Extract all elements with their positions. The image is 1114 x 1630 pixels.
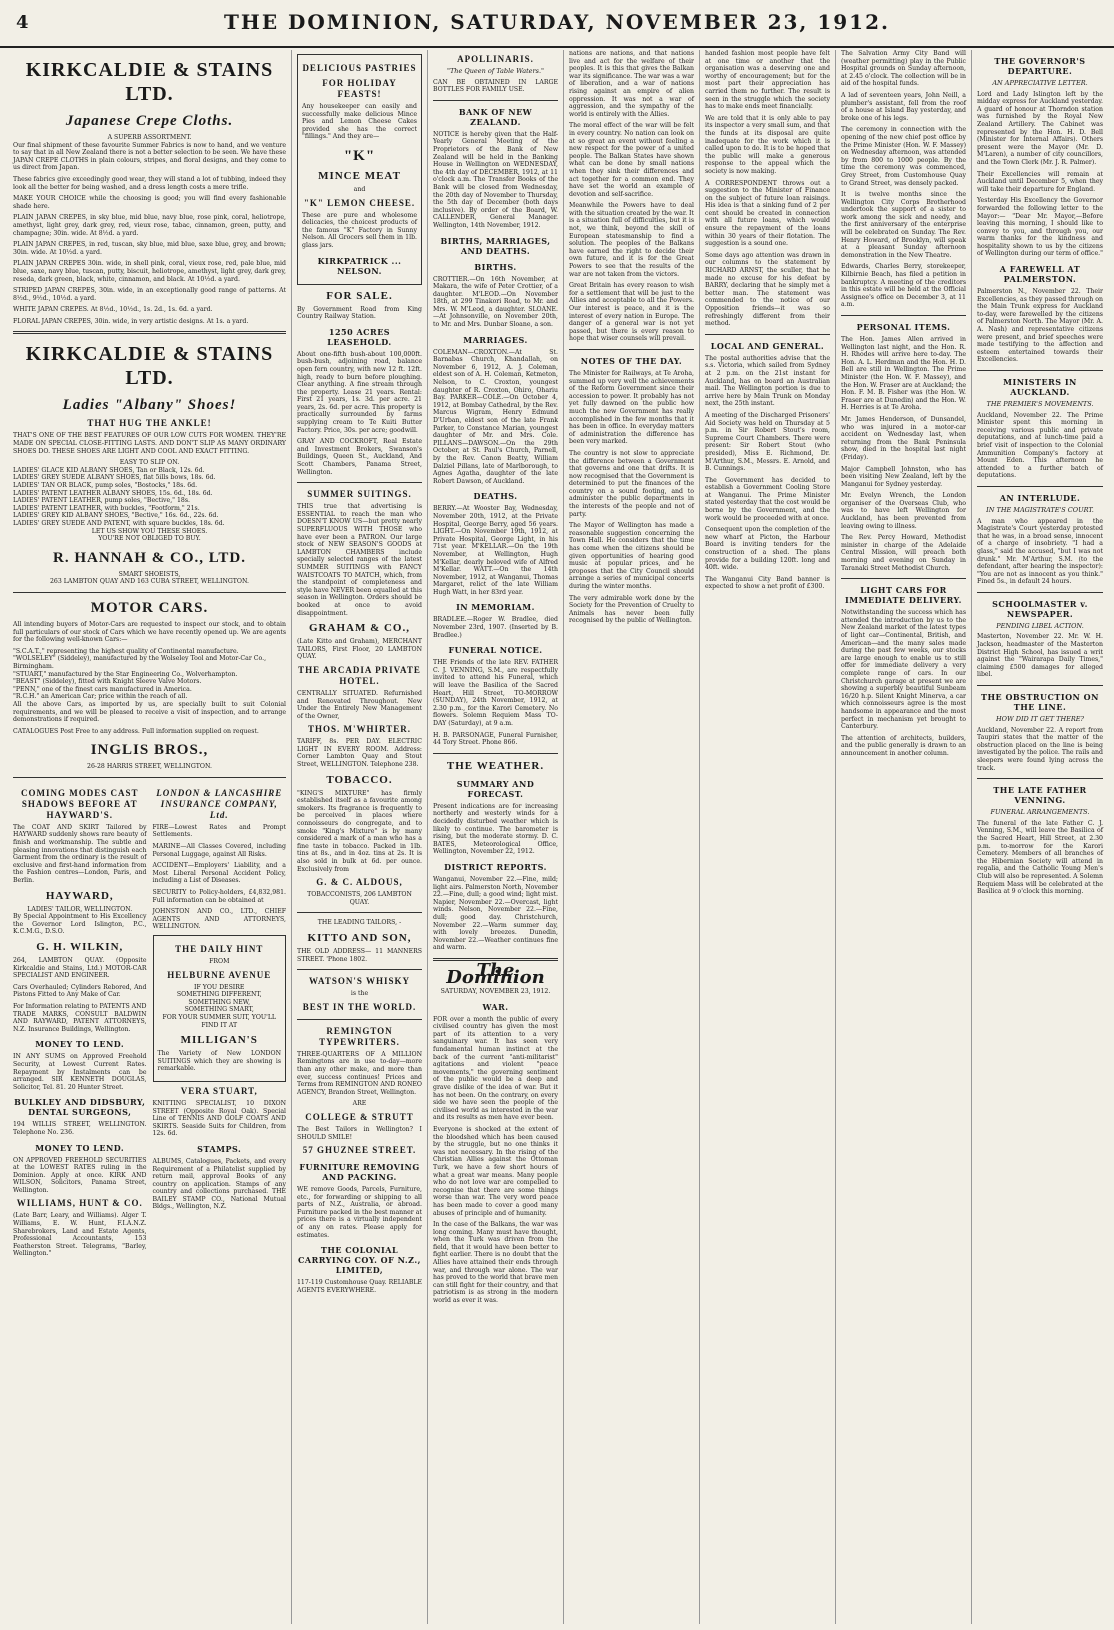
divider (297, 912, 422, 913)
money-para-2: ON APPROVED FREEHOLD SECURITIES at the LOWEST RATES ruling in the Dominion. Apply at once. KIRK AND WILSON, Solicitors, Panama Street, Wellington. (13, 1156, 147, 1194)
ministers-heading: MINISTERS IN AUCKLAND. (1003, 377, 1077, 397)
bank-heading: BANK OF NEW ZEALAND. (458, 106, 533, 127)
obstruction-para: Auckland, November 22. A report from Taupiri states that the matter of the obstruction placed on the line is being investigated by the police. The rails and sleepers were found lying across the track. (977, 726, 1103, 772)
wilkin-sub: 264, LAMBTON QUAY. (Opposite Kirkcaldie and Stains, Ltd.) MOTOR-CAR SPECIALIST AND ENGINEER. (13, 957, 147, 980)
local-para: Edwards, Charles Berry, storekeeper, Kilbirnie Beach, has filed a petition in bankruptcy. A meeting of the creditors in this estate will be held at the Official Assignee's office on December 3, at 11 a.m. (841, 263, 966, 309)
graham-heading: GRAHAM & CO., (309, 622, 410, 635)
remington-heading: REMINGTON TYPEWRITERS. (319, 1025, 400, 1047)
hannah-sub: SMART SHOEISTS, (118, 570, 181, 578)
divider (13, 331, 286, 334)
apollinaris-para: CAN BE OBTAINED IN LARGE BOTTLES FOR FAMILY USE. (433, 78, 558, 94)
motor-item: "BEAST" (Siddeley), fitted with Knight Sleeve Valve Motors. (13, 678, 202, 686)
sale-sub: By Government Road from King Country Railway Station. (297, 305, 422, 321)
shoe-item: LADIES' TAN OR BLACK, pump soles, "Bostocks," 18s. 6d. (13, 482, 198, 490)
divider (297, 482, 422, 483)
money-heading-1: MONEY TO LEND. (35, 1039, 125, 1050)
crepe-heading: Japanese Crepe Cloths. (65, 113, 234, 129)
editorial-para: nations are nations, and that nations live and act for the welfare of their peoples. It is this that gives the Balkan war its significance. The war was a war of liberation, and a war of nations rising against an empire of alien oppression. It was not a war of aggression, and the sympathy of the world is entirely with the Allies. (569, 50, 694, 118)
war-para-1: FOR over a month the public of every civilised country has given the most part of its attention to a very sanguinary war. It has seen very fundamental human instinct at the back of the current "anti-militarist" agitations and violent "peace movements," the governing sentiment of the public would be a deep and grave dislike of the idea of war. But it has not been. On the contrary, on every side we have seen the people of the civilised world as interested in the war and its results as men have ever been. (433, 1015, 558, 1122)
editorial-para: The moral effect of the war will be felt in every country. No nation can look on at so great an event without feeling a new respect for the power of a united people. The Balkan States have shown what can be done by small nations when they sink their differences and act together for a common end. They have set the world an example of devotion and self-sacrifice. (569, 122, 694, 198)
personal-para: Mr. James Henderson, of Dunsandel, who was injured in a motor-car accident on Wednesday last, when returning from the Bank Peninsula show, died in the hospital last night (Friday). (841, 415, 966, 461)
crepe-item: PLAIN JAPAN CREPES, in sky blue, mid blue, navy blue, rose pink, coral, heliotrope, amethyst, light grey, dark grey, red, vieux rose, tabac, cinnamon, green, putty, and champagne; 30in. wide. At 8½d. a yard. (13, 214, 286, 237)
venning-heading: THE LATE FATHER VENNING. (993, 785, 1087, 806)
hint-line: SOMETHING NEW, (188, 998, 251, 1006)
bmd-heading: BIRTHS, MARRIAGES, AND DEATHS. (440, 235, 551, 256)
vera-heading: VERA STUART, (180, 1085, 258, 1096)
aldous-heading: G. & C. ALDOUS, (316, 877, 403, 888)
motor-item: "STUART," manufactured by the Star Engineering Co., Wolverhampton. (13, 670, 238, 678)
bulkley-para: 194 WILLIS STREET, WELLINGTON. Telephone No. 236. (13, 1121, 147, 1136)
crepe-item: FLORAL JAPAN CREPES, 30in. wide, in very artistic designs. At 1s. a yard. (13, 317, 249, 325)
shoe-item: LADIES' PATENT LEATHER ALBANY SHOES, 15s. 6d., 18s. 6d. (13, 489, 213, 497)
leading-tailors: THE LEADING TAILORS, - (317, 919, 402, 927)
london-heading: LONDON & LANCASHIRE INSURANCE COMPANY, Ltd. (156, 787, 283, 820)
money-para-1: IN ANY SUMS on Approved Freehold Security, at Lowest Current Rates. Repayment by Instalments can be arranged. SIR KENNETH DOUGLAS, Solicitor, Tel. 81. 20 Hunter Street. (13, 1053, 147, 1091)
funeral-para: THE Friends of the late REV. FATHER C. J. VENNING, S.M., are respectfully invited to attend his Funeral, which will leave the Basilica of the Sacred Heart, Hill Street, TO-MORROW (SUNDAY), 24th November, 1912, at 2.30 p.m., for the Karori Cemetery. No flowers. Solemn Requiem Mass TO-DAY (Saturday), at 9 a.m. (433, 659, 558, 727)
war-heading: WAR. (482, 1001, 509, 1012)
local-para: The Wanganui City Band banner is expected to show a net profit of £300. (705, 575, 830, 591)
ghuznee-street: 57 GHUZNEE STREET. (302, 1145, 417, 1156)
obstruction-sub: HOW DID IT GET THERE? (996, 715, 1084, 724)
column-advertisements-1 (8, 50, 292, 1624)
mwhirter-para: TARIFF, 8s. PER DAY. ELECTRIC LIGHT IN EVERY ROOM. Address: Corner Lambton Quay and Stout Street, WELLINGTON. Telephone 238. (297, 738, 422, 769)
hannah-heading: R. HANNAH & CO., LTD. (53, 549, 246, 566)
interlude-sub: IN THE MAGISTRATE'S COURT. (986, 505, 1094, 514)
divider (977, 592, 1103, 593)
district-para: Wanganui, November 22.—Fine, mild; light airs. Palmerston North, November 22.—Fine, dull; a good wind; light mist. Napier, November 22.—Overcast, light winds. Nelson, November 22.—Fine, dull; good day. Christchurch, November 22.—Warm summer day, with lovely breezes. Dunedin, November 22.—Weather continues fine and warm. (433, 875, 558, 952)
hayward-para: The COAT AND SKIRT Tailored by HAYWARD suddenly shows rare beauty of finish and workmanship. The subtle and pleasing innovations that distinguish each Garment from the ordinary is the result of exclusive and first-hand information from the Fashion centres—London, Paris, and Berlin. (13, 823, 147, 885)
deaths-heading: DEATHS. (473, 491, 518, 502)
williams-para: (Late Barr, Leary, and Williams). Alger T. Williams, E. W. Hunt, F.I.A.N.Z. Sharebrokers, Land and Estate Agents, Professional Accountants, 153 Featherston Street. Telegrams, "Barley, Wellington." (13, 1212, 147, 1258)
motor-item: "S.C.A.T.," representing the highest quality of Continental manufacture. (13, 647, 239, 655)
hayward-name: HAYWARD, (45, 889, 114, 902)
delicious-heading: DELICIOUS PASTRIES (302, 63, 417, 73)
local-para: The ceremony in connection with the opening of the new chief post office by the Prime Minister (Hon. W. F. Massey) on Wednesday afternoon, was attended by from 800 to 1000 people. By the time the ceremony was commenced, Grey Street, from Customhouse Quay to Grand Street, was densely packed. (841, 126, 966, 187)
shoes-easy: EASY TO SLIP ON. (119, 459, 180, 467)
aldous-para: TOBACCONISTS, 206 LAMBTON QUAY. (307, 891, 412, 906)
mince-meat: MINCE MEAT (318, 169, 401, 182)
london-item: SECURITY to Policy-holders, £4,832,981. Full information can be obtained at (152, 889, 286, 904)
marriages-heading: MARRIAGES. (463, 334, 528, 345)
local-para: Consequent upon the completion of the new wharf at Picton, the Harbour Board is inviting tenders for the construction of a shed. The plans provide for a building 120ft. long and 40ft. wide. (705, 526, 830, 572)
sale-para: About one-fifth bush-about 100,000ft. bush-bush, adjoining road, balance open fern country, with new 12 ft. 12ft. high, ready to burn before ploughing. Clear anything. A fine stream through the property. Lease 21 years. Rental: First 21 years, 1s. 3d. per acre. 21 years, 2s. 6d. per acre. This property is practically surrounded by farms supplying cream to Te Kuiti Butter Factory. Price, 30s. per acre; goodwill. (297, 350, 422, 434)
local-para: A meeting of the Discharged Prisoners' Aid Society was held on Thursday at 5 p.m. in Sir Robert Stout's room, Supreme Court Chambers. There were present: Sir Robert Stout (who presided), Miss E. Richmond, Dr. M'Arthur, S.M., Messrs. E. Arnold, and B. Cunnings. (705, 411, 830, 473)
london-item: MARINE—All Classes Covered, including Personal Luggage, against All Risks. (152, 843, 286, 858)
interlude-heading: AN INTERLUDE. (999, 492, 1081, 503)
divider (977, 685, 1103, 686)
wilkin-heading: G. H. WILKIN, (36, 941, 124, 953)
memoriam-para: BRADLEE.—Roger W. Bradlee, died November 23rd, 1907. (Inserted by B. Bradlee.) (433, 616, 558, 639)
london-agents: JOHNSTON AND CO., LTD., CHIEF AGENTS AND ATTORNEYS, WELLINGTON. (152, 908, 286, 931)
apollinaris-heading: APOLLINARIS. (457, 54, 534, 64)
shoes-heading: Ladies "Albany" Shoes! (62, 397, 237, 414)
motor-item: "WOLSELEY" (Siddeley), manufactured by the Wolseley Tool and Motor-Car Co., Birmingham. (13, 655, 267, 670)
masthead (0, 0, 1114, 48)
shoe-item: LADIES' GLACE KID ALBANY SHOES, Tan or Black, 12s. 6d. (13, 466, 205, 474)
crepe-item: STRIPED JAPAN CREPES, 30in. wide, in an exceptionally good range of patterns. At 8½d., 9½d., 10½d. a yard. (13, 287, 286, 302)
editorial-para: Great Britain has every reason to wish for a settlement that will be just to the Allies and acceptable to all the Powers. Our interest is peace, and it is the interest of every nation in Europe. The danger of a general war is not yet passed, but there is every reason to hope that wiser counsels will prevail. (569, 282, 694, 343)
shoes-para: THAT'S ONE OF THE BEST FEATURES OF OUR LOW CUTS FOR WOMEN. THEY'RE MADE ON SPECIAL CLOSE-FITTING LASTS. AND DON'T SLIP AS MANY ORDINARY SHOES DO. THESE SHOES ARE LIGHT AND COOL AND EXACT FITTING. (13, 432, 286, 455)
ministers-sub: THE PREMIER'S MOVEMENTS. (986, 400, 1094, 408)
local-para: The Salvation Army City Band will (weather permitting) play in the Public Hospital grounds on Sunday afternoon, at 2.45 o'clock. The collection will be in aid of the hospital funds. (841, 50, 966, 88)
k-para: These are pure and wholesome delicacies, the choicest products of the famous "K" Factory in Sunny Nelson. All Grocers sell them in 1lb. glass jars. (302, 211, 417, 249)
sale-heading: FOR SALE. (326, 289, 393, 302)
summer-heading: SUMMER SUITINGS. (307, 489, 412, 500)
college-para: The Best Tailors in Wellington? I SHOULD SMILE! (297, 1125, 422, 1141)
stamps-heading: STAMPS. (197, 1143, 242, 1154)
milligans-para: The Variety of New LONDON SUITINGS which they are showing is remarkable. (157, 1050, 281, 1073)
lightcars-heading: LIGHT CARS FOR IMMEDIATE DELIVERY. (845, 585, 962, 606)
personal-para: Mr. Evelyn Wrench, the London organiser of the Overseas Club, who was to have left Wellington for Auckland, has been prevented from leaving owing to illness. (841, 492, 966, 530)
shoe-item: LADIES' GREY SUEDE AND PATENT, with square buckles, 18s. 6d. (13, 520, 225, 527)
motor-para-3: CATALOGUES Post Free to any address. Full information supplied on request. (13, 727, 259, 735)
column-news (972, 50, 1108, 1624)
births-para: CROTTIER.—On 16th November, at Makara, the wife of Peter Crottier, of a daughter. M'LEOD.—On November 18th, at 299 Tinakori Road, to Mr. and Mrs. W. M'Leod, a daughter. SLOANE.—At Johnsonville, on November 20th, to Mr. and Mrs. Dunbar Sloane, a son. (433, 275, 558, 329)
inglis-address: 26-28 HARRIS STREET, WELLINGTON. (87, 763, 212, 771)
venning-sub: FUNERAL ARRANGEMENTS. (990, 808, 1090, 817)
kirkpatrick: KIRKPATRICK ... NELSON. (317, 255, 402, 276)
watson-best: BEST IN THE WORLD. (302, 1001, 417, 1012)
shoes-footer-1: LET US SHOW YOU THESE SHOES. (91, 527, 208, 535)
motor-item: "R.C.H." an American Car; price within the reach of all. (13, 693, 188, 701)
tobacco-para: "KING'S MIXTURE" has firmly established itself as a favourite among smokers. Its fragrance is frequently to be perceived in places where connoisseurs do congregate, and to smoke "King's Mixture" is by many considered a mark of a man who has a fine taste in tobacco. Packed in 1lb. tins at 8s., and in 4oz. tins at 2s. It is also sold in bulk at 6d. per ounce. Exclusively from (297, 789, 422, 873)
inglis-heading: INGLIS BROS., (90, 742, 209, 759)
schoolmaster-para: Masterton, November 22. Mr. W. H. Jackson, headmaster of the Masterton District High School, has issued a writ against the "Wairarapa Daily Times," claiming £500 damages for alleged libel. (977, 633, 1103, 679)
divider (841, 578, 966, 579)
page-number: 4 (16, 12, 29, 33)
hint-line: FOR YOUR SUMMER SUIT, YOU'LL FIND IT AT (162, 1013, 277, 1029)
local-para: The Government has decided to establish a Government Cooling Store at Wanganui. The Prime Minister stated yesterday that the cost would be borne by the Government, and the work would be proceeded with at once. (705, 476, 830, 522)
column-advertisements-2 (292, 50, 428, 1624)
divider (433, 100, 558, 101)
shoe-item: LADIES' PATENT LEATHER, with buckles, "Footform," 21s. (13, 504, 200, 512)
furniture-heading: FURNITURE REMOVING AND PACKING. (299, 1162, 420, 1183)
hannah-address: 263 LAMBTON QUAY AND 163 CUBA STREET, WELLINGTON. (50, 578, 249, 586)
divider (977, 370, 1103, 371)
money-heading-2: MONEY TO LEND. (35, 1142, 125, 1153)
divider (841, 315, 966, 316)
local-para: It is twelve months since the Wellington City Corps Brotherhood undertook the support of a sister to work among the sick and needy, and the first anniversary of the enterprise will be celebrated on Sunday. The Rev. Henry Howard, of Brooklyn, will speak at a pleasant Sunday afternoon demonstration in the New Theatre. (841, 191, 966, 259)
farewell-heading: A FAREWELL AT PALMERSTON. (999, 264, 1081, 285)
furniture-para: WE remove Goods, Parcels, Furniture, etc., for forwarding or shipping to all parts of N.Z., Australia, or abroad. Furniture packed in the best manner at prices there is a virtually independent of any on rates. Please apply for estimates. (297, 1186, 422, 1239)
remington-para: THREE-QUARTERS OF A MILLION Remingtons are in use to-day—more than any other make, and more than ever, success continues! Prices and Terms from REMINGTON AND RONEO AGENCY, Brandon Street, Wellington. (297, 1050, 422, 1096)
divider (569, 349, 694, 350)
crepe-sub: A SUPERB ASSORTMENT. (107, 134, 192, 141)
bank-para: NOTICE is hereby given that the Half-Yearly General Meeting of the Proprietors of the Bank of New Zealand will be held in the Banking House in Wellington on WEDNESDAY, the 4th day of DECEMBER, 1912, at 11 o'clock a.m. The Transfer Books of the Bank will be closed from Wednesday, the 20th day of November to Thursday, the 5th day of December (both days inclusive). By order of the Board, W. CALLENDER, General Manager. Wellington, 14th November, 1912. (433, 130, 558, 229)
milligans-heading: MILLIGAN'S (180, 1034, 258, 1047)
hayward-appointment: By Special Appointment to His Excellency the Governor Lord Islington, P.C., K.C.M.G., D.S.O. (13, 913, 147, 936)
graham-para: (Late Kitto and Graham), MERCHANT TAILORS, First Floor, 20 LAMBTON QUAY. (297, 638, 422, 661)
kitto-heading: KITTO AND SON, (307, 931, 412, 944)
motor-para-2: All the above Cars, as imported by us, are specially built to suit Colonial requirements, and we will be pleased to receive a visit of inspection, and to arrange demonstrations if required. (13, 700, 286, 724)
sale-acres: 1250 ACRES LEASEHOLD. (327, 326, 392, 347)
k-mark: "K" (343, 147, 376, 164)
dominion-nameplate: The Dominion (446, 959, 545, 989)
wilkin-para: Cars Overhauled; Cylinders Rebored, And Pistons Fitted to Any Make of Car. (13, 983, 147, 999)
crepe-item: WHITE JAPAN CREPES. At 8½d., 10½d., 1s. 2d., 1s. 6d. a yard. (13, 306, 213, 314)
daily-hint-box (153, 935, 287, 1082)
memoriam-heading: IN MEMORIAM. (456, 602, 535, 613)
carrying-para: 117-119 Customhouse Quay. RELIABLE AGENTS EVERYWHERE. (297, 1279, 422, 1294)
personal-para: The Hon. James Allen arrived in Wellington last night, and the Hon. R. H. Rhodes will arrive here to-day. The Hon. A. L. Herdman and the Hon. H. D. Bell are still in Wellington. The Prime Minister (the Hon. W. F. Massey), and the Hon. W. Fraser are at Auckland; the Hon. F. M. B. Fisher was (the Hon. W. Fraser are at Dunedin) and the Hon. W. H. Herries is at Te Aroha. (841, 336, 966, 412)
hint-line: SOMETHING SMART, (184, 1006, 254, 1014)
war-para-3: In the case of the Balkans, the war was long coming. Many must have thought, when the Turk was driven from the field, that it would have been better to fight earlier. There is no doubt that the Allies have attained their ends through war, and through war alone. The war has proved to the world that brave men can still fight for their country, and that patriotism is as strong in the modern world as ever it was. (433, 1221, 558, 1305)
crepe-item: PLAIN JAPAN CREPES, in red, tuscan, sky blue, mid blue, saxe blue, grey, and brown; 30in. wide. At 10½d. a yard. (13, 241, 286, 256)
watson-is: is the (350, 990, 369, 998)
divider (433, 753, 558, 754)
notes-para: A CORRESPONDENT throws out a suggestion to the Minister of Finance on the subject of future loan raisings. His idea is that a sinking fund of 2 per cent should be created in connection with all future loans, which would ensure the repayment of the loans within 30 years of their flotation. The suggestion is a sound one. (705, 179, 830, 248)
schoolmaster-heading: SCHOOLMASTER v. NEWSPAPER. (992, 598, 1088, 619)
column-notices (428, 50, 564, 1624)
kirkcaldie-heading: KIRKCALDIE & STAINS LTD. (25, 59, 274, 105)
divider (297, 1019, 422, 1020)
lightcars-para: Notwithstanding the success which has attended the introduction by us to the New Zealand market of the latest types of light car—Continental, British, and American—and the many sales made during the past few weeks, our stocks are large enough to enable us to still offer for immediate delivery a very complete range of cars. In our Christchurch garage at present we are showing a superbly beautiful Sunbeam 16/20 h.p. Silent Knight Minerva, a car which connoisseurs agree is the most handsome in appearance and the most perfect in mechanism yet brought to Canterbury. (841, 609, 966, 731)
governor-para: Yesterday His Excellency the Governor forwarded the following letter to the Mayor:— "Dear Mr. Mayor,—Before leaving this morning, I should like to convey to you, and through you, our warm thanks for the kindness and hospitality shown to us by the citizens of Wellington during our term of office." (977, 197, 1103, 258)
divider (705, 334, 830, 335)
ads-right (153, 784, 287, 1262)
marriages-para: COLEMAN—CROXTON.—At St. Barnabas Church, Khandallah, on November 6, 1912, A. J. Coleman, eldest son of A. H. Coleman, Ketmeton, Nelson, to C. Croxton, youngest daughter of R. Croxton, Ohiro, Ohariu Bay. PARKER—COLE.—On October 4, 1912, at Bombay Cathedral, by the Rev. Marcus Wigram, Henry Edmund D'Urban, eldest son of the late Frank Parker, to Constance Marian, youngest daughter of Mr. and Mrs. Cole. PILLANS—DAWSON.—On the 29th October, at St. Paul's Church, Parnell, by the Rev. Canon Beatty, William Dalziel Pillans, late of Marlborough, to Agnes Agatha, daughter of the late Robert Dawson, of Auckland. (433, 348, 558, 485)
are-text: ARE (352, 1100, 367, 1108)
stamps-para: ALBUMS, Catalogues, Packets, and every Requirement of a Philatelist supplied by return mail, approval Books of any country on application. Stamps of any country and collections purchased. THE BAILEY STAMP CO., National Mutual Bldgs., Wellington, N.Z. (152, 1157, 286, 1211)
patents-para: For Information relating to PATENTS AND TRADE MARKS, CONSULT BALDWIN AND RAYWARD, PATENT ATTORNEYS, N.Z. Insurance Buildings, Wellington. (13, 1002, 147, 1033)
local-para: A lad of seventeen years, John Neill, a plumber's assistant, fell from the roof of a house at Island Bay yesterday, and broke one of his legs. (841, 91, 966, 122)
crepe-item: PLAIN JAPAN CREPES 30in. wide, in shell pink, coral, vieux rose, red, pale blue, mid blue, saxe, navy blue, tuscan, putty, biscuit, heliotrope, amethyst, light grey, dark grey, reseda, dark green, black, white, cinnamon, and black. At 10½d. a yard. (13, 260, 286, 283)
farewell-para: Palmerston N., November 22. Their Excellencies, as they passed through on the Main Trunk express for Auckland to-day, were farewelled by the citizens of Palmerston North. The Mayor (Mr. A. A. Nash) and representative citizens were present, and brief speeches were made testifying to the affection and esteem entertained towards their Excellencies. (977, 288, 1103, 364)
gray-para: GRAY AND COCKROFT, Real Estate and Investment Brokers, Swanson's Buildings, Queen St., Auckland, And Scott Chambers, Panama Street, Wellington. (297, 438, 422, 476)
column-notes (700, 50, 836, 1624)
lightcars-para-2: The attention of architects, builders, and the public generally is drawn to an announcement in another column. (841, 734, 966, 757)
divider (977, 486, 1103, 487)
shoes-footer-2: YOU'RE NOT OBLIGED TO BUY. (98, 535, 201, 543)
shoe-item: LADIES' PATENT LEATHER, pump soles, "Bective," 18s. (13, 497, 190, 505)
kitto-para: THE OLD ADDRESS— 11 MANNERS STREET. 'Phone 1802. (297, 947, 422, 963)
notes-para: The Minister for Railways, at Te Aroha, summed up very well the achievements of the Reform Government since their accession to power. It probably has not yet fully dawned on the public how much the new Government has really accomplished in the few months that it has been in office. In everyday matters of administration the difference has been very marked. (569, 369, 694, 446)
shoes-sub: THAT HUG THE ANKLE! (87, 418, 212, 429)
funeral-heading: FUNERAL NOTICE. (448, 645, 543, 656)
local-para: The postal authorities advise that the s.s. Victoria, which sailed from Sydney at 2 p.m. on the 21st instant for Auckland, has on board an Australian mail. The Wellington portion is due to arrive here by Main Trunk on Monday next, the 25th instant. (705, 354, 830, 408)
bulkley-heading: BULKLEY AND DIDSBURY, DENTAL SURGEONS, (14, 1097, 146, 1118)
college-heading: COLLEGE & STRUTT (305, 1111, 414, 1122)
interlude-para: A man who appeared in the Magistrate's Court yesterday protested that he was, in a broad sense, innocent of a charge of insobriety. "I had a glass," said the accused, "but I was not drunk." Mr. M'Arthur, S.M. (to the defendant, after hearing the inspector): "You are not as innocent as you think." Fined 5s., in default 24 hours. (977, 517, 1103, 586)
notes-para: Some days ago attention was drawn in our columns to the statement by RICHARD ARNST, the sculler, that he made no excuse for his defeat by BARRY, declaring that he simply met a better man. The statement was commended to the notice of our Opposition friends—it was so refreshingly different from their method. (705, 251, 830, 328)
hayward-heading: COMING MODES CAST SHADOWS BEFORE AT HAYWARD'S. (20, 787, 139, 820)
notes-para: handed fashion most people have felt at one time or another that the organisation was a deserving one and worthy of encouragement; but for the most part their appreciation has carried them no further. The result is seen in the struggle which the society has to make ends meet financially. (705, 50, 830, 111)
weather-heading: THE WEATHER. (446, 759, 545, 772)
ads-left (13, 784, 147, 1262)
venning-para: The funeral of the late Father C. J. Venning, S.M., will leave the Basilica of the Sacred Heart, Hill Street, at 2.30 p.m. to-morrow for the Karori Cemetery. Members of all branches of the Hibernian Society will attend in regalia, and the Catholic Young Men's Club will also be represented. A Solemn Requiem Mass will be celebrated at the Basilica at 9 o'clock this morning. (977, 819, 1103, 896)
shoe-item: LADIES' GREY KID ALBANY SHOES, "Bective," 16s. 6d., 22s. 6d. (13, 512, 219, 520)
delicious-box (297, 54, 422, 285)
and-text: and (353, 185, 366, 193)
motor-heading: MOTOR CARS. (90, 599, 209, 616)
governor-para: Lord and Lady Islington left by the midday express for Auckland yesterday. A guard of honour at Thorndon station was furnished by the Royal New Zealand Artillery. The Cabinet was represented by the Hon. H. D. Bell (Minister for Internal Affairs). Others present were the Mayor (Mr. D. M'Laren), a number of city councillors, and the Town Clerk (Mr. J. R. Palmer). (977, 90, 1103, 166)
summer-para: THIS true that advertising is ESSENTIAL to reach the man who DOESN'T KNOW US—but pretty nearly SUPERFLUOUS WITH THOSE who have ever been a PATRON. Our large stock of NEW SEASON'S GOODS at LAMBTON CHAMBERS include specially selected ranges of the latest SUMMER SUITINGS with FANCY WAISTCOATS TO MATCH, which, from the standpoint of completeness and style have NEVER been equalled at this season in Wellington. Orders should be booked at once to avoid disappointment. (297, 503, 422, 617)
crepe-para-1: Our final shipment of these favourite Summer Fabrics is now to hand, and we venture to say that in all New Zealand there is not a better selection to be seen. We have these JAPAN CREPE CLOTHS in plain colours, stripes, and floral designs, and they come to us direct from Japan. (13, 141, 286, 172)
apollinaris-sub: "The Queen of Table Waters." (446, 67, 545, 75)
williams-heading: WILLIAMS, HUNT & CO. (16, 1198, 143, 1209)
tobacco-heading: TOBACCO. (326, 773, 393, 786)
personal-heading: PERSONAL ITEMS. (856, 322, 951, 332)
carrying-heading: THE COLONIAL CARRYING COY. OF N.Z., LIMITED, (298, 1245, 421, 1276)
london-item: FIRE—Lowest Rates and Prompt Settlements. (152, 823, 286, 839)
local-heading: LOCAL AND GENERAL. (710, 340, 825, 351)
governor-para: Their Excellencies will remain at Auckland until December 5, when they will take their departure for England. (977, 170, 1103, 193)
vera-para: KNITTING SPECIALIST, 10 DIXON STREET (Opposite Royal Oak). Special Line of TENNIS AND GOLF COATS AND SKIRTS. Seaside Suits for Children, from 12s. 6d. (152, 1099, 286, 1138)
dominion-date: SATURDAY, NOVEMBER 23, 1912. (440, 988, 551, 996)
newspaper-title: THE DOMINION, SATURDAY, NOVEMBER 23, 1912. (224, 10, 890, 34)
column-local (836, 50, 972, 1624)
obstruction-heading: THE OBSTRUCTION ON THE LINE. (981, 692, 1099, 713)
hayward-sub: LADIES' TAILOR, WELLINGTON. (27, 905, 133, 913)
personal-para: Major Campbell Johnston, who has been visiting New Zealand, left by the Manganui for Sydney yesterday. (841, 465, 966, 488)
notes-para: The country is not slow to appreciate the difference between a Government that governs and one that drifts. It is now recognised that the Government is determined to put the finances of the country on a sound footing, and to administer the public departments in the interests of the people and not of party. (569, 449, 694, 518)
hint-line: IF YOU DESIRE (194, 983, 245, 991)
personal-para: The Rev. Percy Howard, Methodist minister in charge of the Adelaide Central Mission, will preach both morning and evening on Sunday in Taranaki Street Methodist Church. (841, 534, 966, 572)
notes-heading: NOTES OF THE DAY. (580, 355, 683, 366)
hint-heading: THE DAILY HINT (175, 944, 264, 954)
notes-para: The very admirable work done by the Society for the Prevention of Cruelty to Animals has never been fully recognised by the public of Wellington. (569, 594, 694, 625)
schoolmaster-sub: PENDING LIBEL ACTION. (996, 621, 1084, 630)
weather-sub: SUMMARY AND FORECAST. (456, 778, 535, 799)
motor-item: "PENN," one of the finest cars manufactured in America. (13, 685, 192, 693)
column-editorial (564, 50, 700, 1624)
crepe-para-2: These fabrics give exceedingly good wear, they will stand a lot of tubbing, indeed they look all the better for being washed, and a dress length costs a mere trifle. (13, 175, 286, 191)
divider (977, 778, 1103, 779)
hint-line: SOMETHING DIFFERENT, (176, 991, 262, 999)
lemon-cheese: "K" LEMON CHEESE. (303, 197, 416, 208)
governor-heading: THE GOVERNOR'S DEPARTURE. (994, 56, 1086, 76)
mwhirter-heading: THOS. M'WHIRTER. (308, 724, 411, 735)
arcadia-para: CENTRALLY SITUATED. Refurnished and Renovated Throughout. New Under the Entirely New Management of the Owner, (297, 689, 422, 720)
war-para-2: Everyone is shocked at the extent of the bloodshed which has been caused by the struggle, but no one thinks it was not necessary. In the rising of the Christian Allies against the Ottoman Turk, we have a few short hours of what a great war means. Many people who do not love war are compelled to recognise that there are some things worse than war. The very word peace has been made to cover a good many abuses of principle and of humanity. (433, 1125, 558, 1217)
arcadia-heading: THE ARCADIA PRIVATE HOTEL. (298, 664, 421, 686)
editorial-para: Meanwhile the Powers have to deal with the situation created by the war. It is a situation full of difficulties, but it is not, we think, beyond the skill of European statesmanship to find a solution. The peoples of the Balkans have earned the right to decide their own future, and it is for the Great Powers to see that the results of the war are not taken from the victors. (569, 202, 694, 278)
motor-para-1: All intending buyers of Motor-Cars are requested to inspect our stock, and to obtain full particulars of our stock of Cars which we have recently opened up. We are agents for the following well-known Cars:— (13, 620, 286, 644)
kirkcaldie-heading-2: KIRKCALDIE & STAINS LTD. (25, 343, 274, 390)
notes-para: We are told that it is only able to pay its inspector a very small sum, and that the funds at its disposal are quite inadequate for the work which it is called upon to do. It is to be hoped that the public will make a generous response to the appeal which the society is now making. (705, 114, 830, 175)
holiday-heading: FOR HOLIDAY FEASTS! (322, 78, 397, 99)
two-col-ads (13, 784, 286, 1262)
funeral-signature: H. B. PARSONAGE, Funeral Furnisher, 44 Tory Street. Phone 866. (433, 731, 558, 747)
weather-para: Present indications are for increasing northerly and westerly winds for a decidedly disturbed weather which is likely to continue. The barometer is rising, but the moderate stormy. D. C. BATES, Meteorological Office, Wellington, November 22, 1912. (433, 802, 558, 856)
ministers-para: Auckland, November 22. The Prime Minister spent this morning in receiving various public and private deputations, and at lunch-time paid a brief visit of inspection to the Colonial Ammunition Company's factory at Mount Eden. This afternoon he attended to a further batch of deputations. (977, 411, 1103, 480)
divider (297, 969, 422, 970)
delicious-para: Any housekeeper can easily and successfully make delicious Mince Pies and Lemon Cheese Cakes provided she has the correct "fillings." And they are— (302, 103, 417, 141)
watson-heading: WATSON'S WHISKY (309, 976, 410, 987)
births-heading: BIRTHS. (474, 261, 517, 272)
notes-para: The Mayor of Wellington has made a reasonable suggestion concerning the Town Hall. He considers that the time has come when the citizens should be given opportunities of hearing good music at popular prices, and he proposes that the City Council should arrange a series of municipal concerts during the winter months. (569, 522, 694, 590)
hint-place: HELBURNE AVENUE (167, 969, 272, 980)
london-item: ACCIDENT—Employers' Liability, and a Most Liberal Personal Accident Policy, including a List of Diseases. (152, 862, 286, 885)
divider (13, 592, 286, 593)
divider (13, 777, 286, 778)
crepe-para-3: MAKE YOUR CHOICE while the choosing is good; you will find every fashionable shade here. (13, 195, 286, 210)
governor-sub: AN APPRECIATIVE LETTER. (992, 79, 1088, 87)
shoe-item: LADIES' GREY SUEDE ALBANY SHOES, flat 5ills bows, 18s. 6d. (13, 474, 216, 482)
hint-from: FROM (209, 958, 230, 965)
deaths-para: BERRY.—At Wooster Bay, Wednesday, November 20th, 1912, at the Private Hospital, George Berry, aged 56 years. LIGHT.—On November 19th, 1912, at Private Hospital, George Light, in his 71st year. M'KELLAR.—On the 19th November, at Wellington, Hugh M'Kellar, dearly beloved wife of Alfred M'Kellar. WATT.—On the 14th November, 1912, at Wanganui, Thomas Margaret, relict of the late William Hugh Watt, in her 83rd year. (433, 505, 558, 596)
district-heading: DISTRICT REPORTS. (444, 861, 547, 872)
